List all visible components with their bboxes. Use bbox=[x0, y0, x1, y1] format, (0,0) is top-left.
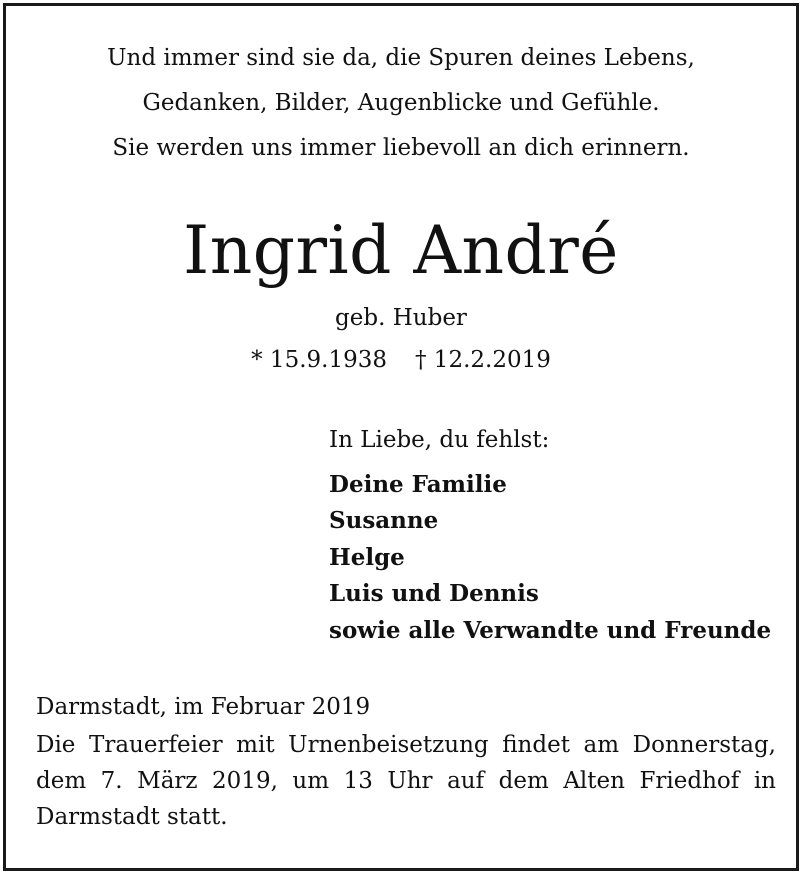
mourner-name: Deine Familie bbox=[329, 470, 507, 498]
mourners-block bbox=[329, 422, 771, 649]
life-dates bbox=[6, 340, 796, 380]
mourner-name: Helge bbox=[329, 543, 405, 571]
mourners-list bbox=[329, 467, 771, 650]
birth-date: * 15.9.1938 bbox=[251, 347, 387, 373]
obituary-notice bbox=[3, 3, 799, 871]
notice-footer bbox=[36, 689, 776, 835]
poem-line-2: Gedanken, Bilder, Augenblicke und Gefühle. bbox=[142, 90, 660, 116]
poem-line-3: Sie werden uns immer liebevoll an dich erinnern. bbox=[112, 135, 690, 161]
deceased-name: Ingrid André bbox=[183, 212, 619, 289]
place-and-date: Darmstadt, im Februar 2019 bbox=[36, 694, 371, 720]
mourner-name: sowie alle Verwandte und Freunde bbox=[329, 616, 772, 644]
mourner-name: Susanne bbox=[329, 507, 439, 534]
maiden-name: geb. Huber bbox=[335, 305, 467, 331]
poem-line-1: Und immer sind sie da, die Spuren deines Lebens, bbox=[107, 45, 695, 71]
memorial-poem bbox=[6, 36, 796, 171]
mourner-name: Luis und Dennis bbox=[329, 580, 539, 607]
mourners-intro: In Liebe, du fehlst: bbox=[329, 427, 550, 453]
death-date: † 12.2.2019 bbox=[415, 347, 551, 373]
ceremony-details: Die Trauerfeier mit Urnenbeisetzung findet am Donnerstag, dem 7. März 2019, um 13 Uhr auf dem Alten Friedhof in Darmstadt statt. bbox=[36, 732, 776, 830]
